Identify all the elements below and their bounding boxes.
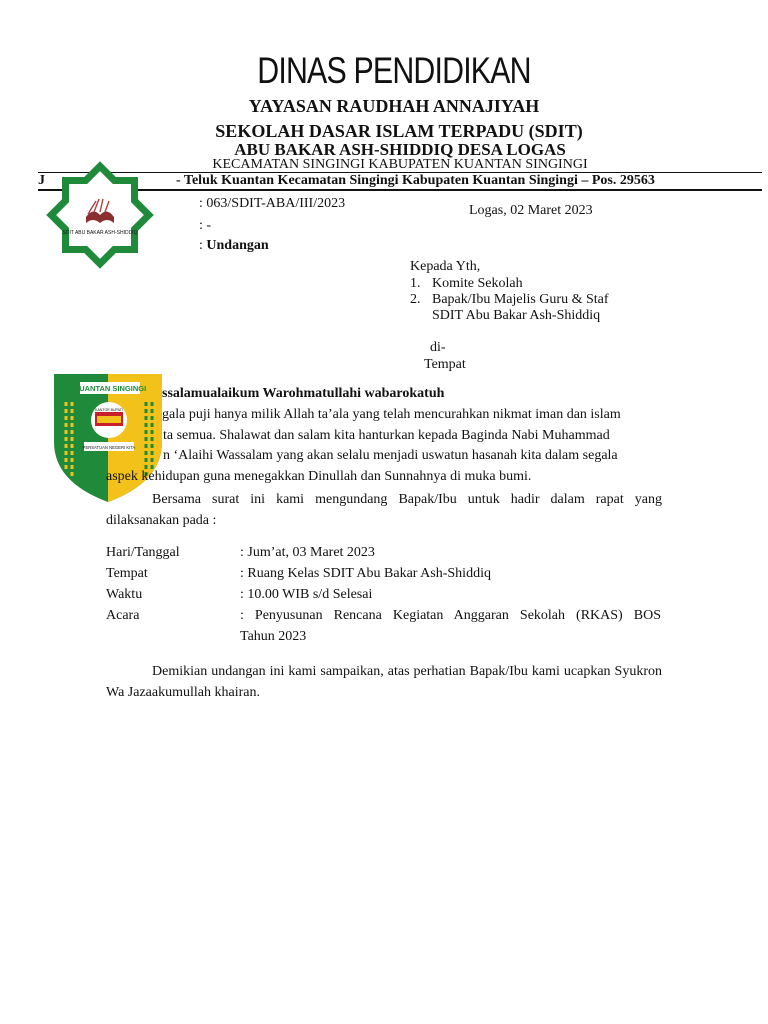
agenda-label-event: Acara [106, 608, 140, 623]
agency-title: DINAS PENDIDIKAN [257, 50, 531, 91]
school-logo-text: SDIT ABU BAKAR ASH-SHIDDIQ [62, 230, 138, 236]
address-line: - Teluk Kuantan Kecamatan Singingi Kabupaten Kuantan Singingi – Pos. 29563 [176, 173, 655, 188]
district-line: KECAMATAN SINGINGI KABUPATEN KUANTAN SINGINGI [212, 157, 588, 172]
agenda-value-event-cont: Tahun 2023 [240, 629, 307, 644]
recipient-item-1: Komite Sekolah [432, 276, 523, 291]
recipient-item-2-number: 2. [410, 292, 421, 307]
regency-logo-ribbon: PERSATUAN NEGERI KITA [82, 445, 136, 450]
school-logo-graphic [38, 160, 162, 270]
recipient-place: Tempat [424, 357, 466, 372]
closing-paragraph: Demikian undangan ini kami sampaikan, atas perhatian Bapak/Ibu kami ucapkan Syukron Wa Jazaakumullah khairan. [106, 664, 662, 700]
agenda-label-place: Tempat [106, 566, 148, 581]
agenda-value-place: : Ruang Kelas SDIT Abu Bakar Ash-Shiddiq [240, 566, 491, 581]
school-name: ABU BAKAR ASH-SHIDDIQ DESA LOGAS [234, 140, 566, 159]
agenda-label-time: Waktu [106, 587, 143, 602]
recipient-item-2: Bapak/Ibu Majelis Guru & Staf [432, 292, 609, 307]
recipient-item-1-number: 1. [410, 276, 421, 291]
attachment-value: : - [199, 218, 212, 233]
subject-value: Undangan [206, 238, 269, 253]
school-logo [38, 160, 162, 270]
letter-date: Logas, 02 Maret 2023 [469, 203, 593, 218]
recipient-greeting: Kepada Yth, [410, 259, 481, 274]
letter-number: : 063/SDIT-ABA/III/2023 [199, 196, 346, 211]
address-start: J [38, 173, 45, 188]
opening-greeting: ssalamualaikum Warohmatullahi wabarokatuh [162, 386, 445, 401]
agenda-label-day: Hari/Tanggal [106, 545, 180, 560]
recipient-di: di- [430, 340, 446, 355]
agenda-value-day: : Jum’at, 03 Maret 2023 [240, 545, 375, 560]
subject-separator: : [199, 238, 207, 253]
agenda-value-time: : 10.00 WIB s/d Selesai [240, 587, 373, 602]
recipient-item-2-cont: SDIT Abu Bakar Ash-Shiddiq [432, 308, 601, 323]
paragraph-1-line-4: aspek kehidupan guna menegakkan Dinullah dan Sunnahnya di muka bumi. [106, 469, 532, 484]
agenda-value-event: : Penyusunan Rencana Kegiatan Anggaran Sekolah (RKAS) BOS [240, 608, 661, 623]
paragraph-1-line-2: ta semua. Shalawat dan salam kita hanturkan kepada Baginda Nabi Muhammad [163, 428, 610, 443]
regency-logo-banner: KUANTAN SINGINGI [73, 384, 147, 393]
school-type: SEKOLAH DASAR ISLAM TERPADU (SDIT) [215, 121, 583, 141]
regency-logo-building: KANTOR BUPATI [95, 408, 123, 412]
paragraph-2: Bersama surat ini kami mengundang Bapak/Ibu untuk hadir dalam rapat yang dilaksanakan pada : [106, 492, 662, 528]
foundation-name: YAYASAN RAUDHAH ANNAJIYAH [248, 96, 540, 116]
subject-line [199, 238, 269, 254]
paragraph-1-line-1: gala puji hanya milik Allah ta’ala yang telah mencurahkan nikmat iman dan islam [162, 407, 621, 422]
paragraph-1-line-3: n ‘Alaihi Wassalam yang akan selalu menjadi uswatun hasanah kita dalam segala [163, 448, 618, 463]
